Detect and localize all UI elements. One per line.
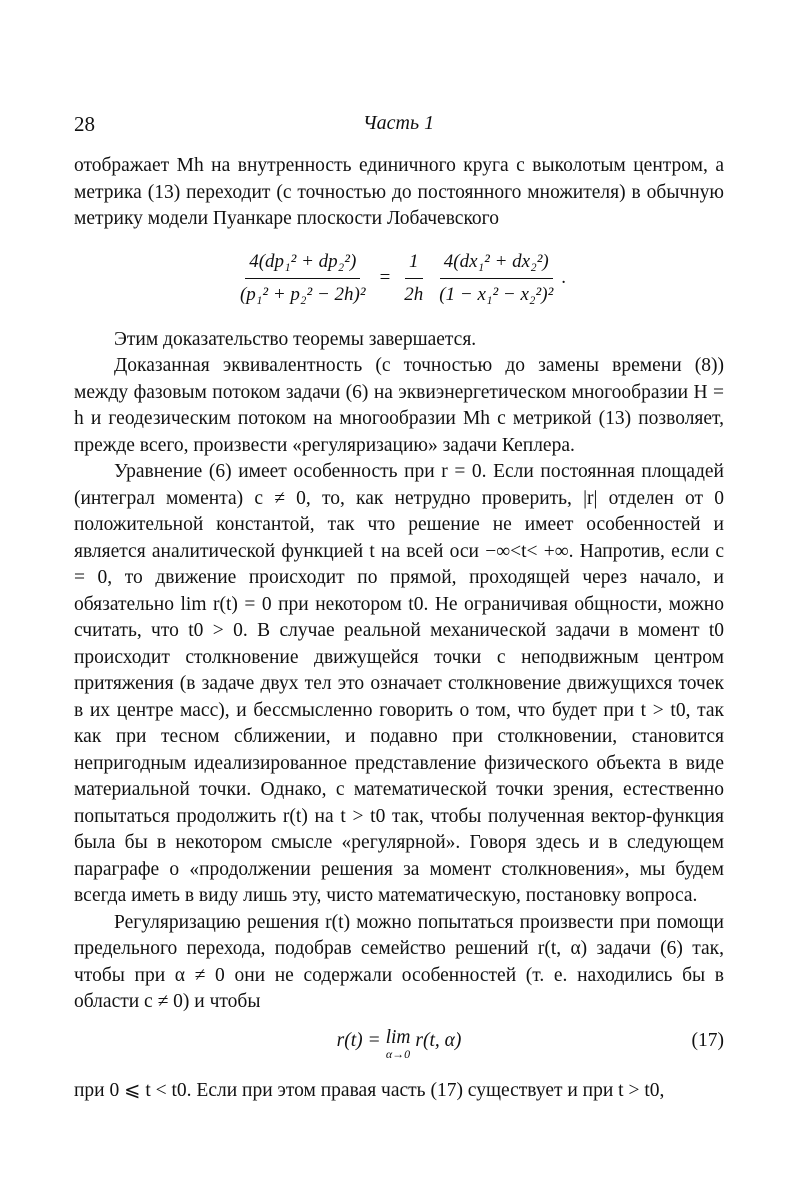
fraction-lhs-numerator: 4(dp₁² + dp₂²) [245, 249, 360, 280]
fraction-lhs [236, 249, 370, 309]
formula-metric [74, 243, 724, 315]
paragraph-3: Доказанная эквивалентность (с точностью до замены времени (8)) между фазовым потоком задачи (6) на эквиэнергетическом многообразии H = h и геодезическим потоком на многообразии Mh с метрикой (13) позволяет, прежде всего, произвести «регуляризацию» задачи Кеплера. [74, 355, 724, 456]
paragraph-6: при 0 ⩽ t < t0. Если при этом правая часть (17) существует и при t > t0, [74, 1079, 665, 1101]
fraction-coefficient [400, 249, 427, 309]
formula-17-body [74, 1028, 724, 1060]
equation-number: (17) [691, 1029, 724, 1051]
formula-period: . [561, 267, 567, 289]
paragraph-4: Уравнение (6) имеет особенность при r = 0. Если постоянная площадей (интеграл момента) c ≠ 0, то, как нетрудно проверить, |r| отделен от 0 положительной константой, так что решение не имеет особенностей и является аналитической функцией t на всей оси −∞<t< +∞. Напротив, если c = 0, то движение происходит по прямой, проходящей через начало, и обязательно lim r(t) = 0 при некотором t0. Не ограничивая общности, можно считать, что t0 > 0. В случае реальной механической задачи в момент t0 происходит столкновение движущейся точки с неподвижным центром притяжения (в задаче двух тел это означает столкновение движущихся точек в их центре масс), и бессмысленно говорить о том, что будет при t > t0, так как при тесном сближении, и подавно при столкновении, становится непригодным идеализированное представление физического объекта в виде материальной точки. Однако, с математической точки зрения, естественно попытаться продолжить r(t) на t > t0 так, чтобы полученная вектор-функция была бы в некотором смысле «регулярной». Говоря здесь и в следующем параграфе о «продолжении решения за момент столкновения», мы будем всегда иметь в виду лишь эту, чисто математическую, постановку вопроса. [74, 461, 724, 906]
paragraph-1: отображает Mh на внутренность единичного круга с выколотым центром, а метрика (13) переходит (с точностью до постоянного множителя) в обычную метрику модели Пуанкаре плоскости Лобачевского [74, 155, 724, 229]
fraction-rhs-numerator: 4(dx₁² + dx₂²) [440, 249, 553, 280]
paragraph-5: Регуляризацию решения r(t) можно попытаться произвести при помощи предельного перехода, подобрав семейство решений r(t, α) задачи (6) так, чтобы при α ≠ 0 они не содержали особенностей (т. е. находились бы в области c ≠ 0) и чтобы [74, 911, 724, 1012]
fraction-coefficient-numerator: 1 [405, 249, 423, 280]
equals-sign: = [379, 267, 391, 289]
formula-17 [74, 1022, 724, 1074]
fraction-rhs-denominator: (1 − x₁² − x₂²)² [439, 284, 554, 305]
formula-17-rhs: r(t, α) [415, 1029, 462, 1051]
running-title: Часть 1 [362, 112, 435, 134]
formula-17-lhs: r(t) = [336, 1029, 381, 1051]
page-number: 28 [74, 112, 95, 136]
limit-word: lim [385, 1026, 411, 1048]
paragraph-2: Этим доказательство теоремы завершается. [114, 328, 477, 350]
fraction-lhs-denominator: (p₁² + p₂² − 2h)² [239, 284, 366, 305]
fraction-rhs [435, 249, 557, 309]
fraction-coefficient-denominator: 2h [404, 284, 424, 305]
limit-operator [386, 1028, 411, 1060]
limit-subscript: α→0 [385, 1046, 411, 1061]
page-header [74, 112, 723, 142]
page-body [74, 153, 724, 1104]
